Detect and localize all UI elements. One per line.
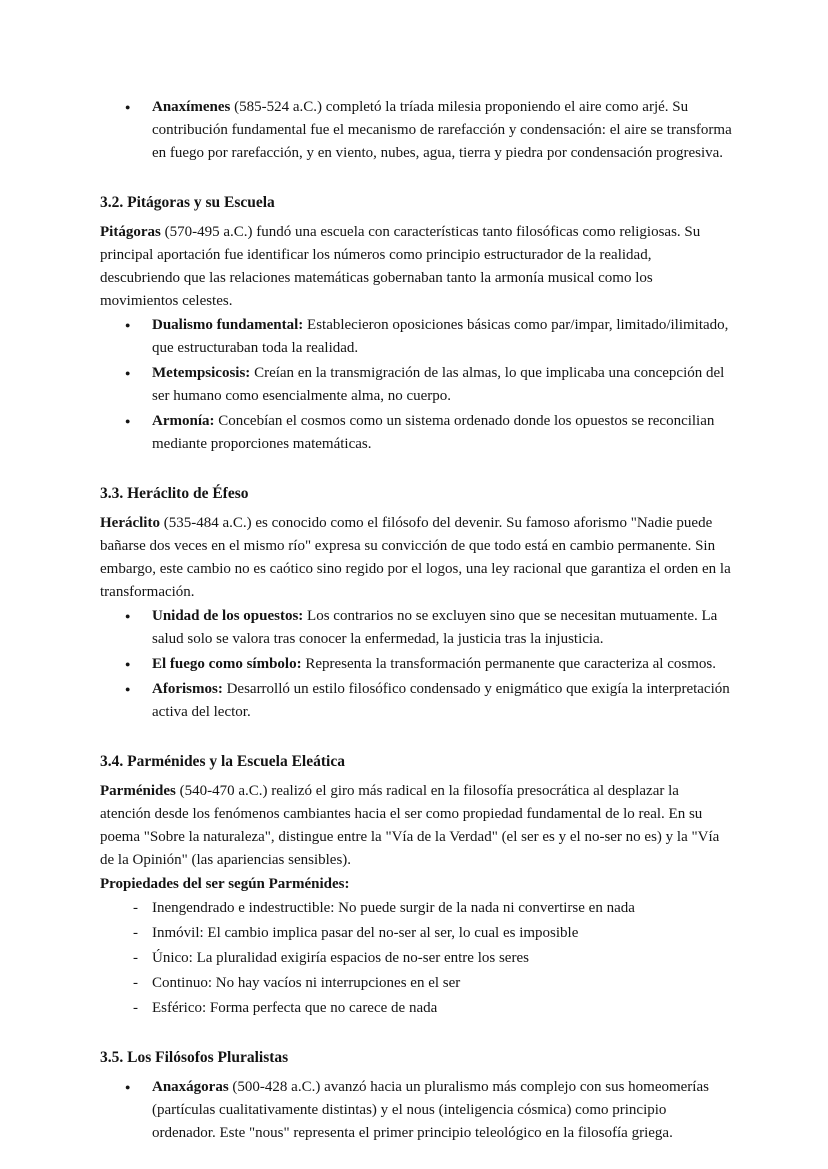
paragraph-text: (540-470 a.C.) realizó el giro más radical en la filosofía presocrática al desplazar la atención desde los fenómenos cambiantes hacia el ser como propiedad fundamental de lo real. En su poema "Sobre la naturaleza", distingue entre la "Vía de la Verdad" (el ser es y el no-ser no es) y la "Vía de la Opinión" (las apariencias sensibles). [100, 783, 720, 868]
list-item [100, 897, 732, 920]
list-item [100, 972, 732, 995]
section-heading: 3.5. Los Filósofos Pluralistas [100, 1049, 289, 1066]
list-item-text: (585-524 a.C.) completó la tríada milesia proponiendo el aire como arjé. Su contribución fundamental fue el mecanismo de rarefacción y condensación: el aire se transforma en fuego por rarefacción, y en viento, nubes, agua, tierra y piedra por condensación progresiva. [152, 99, 732, 161]
list-item-text: Único: La pluralidad exigiría espacios de no-ser entre los seres [152, 950, 529, 966]
list-item [100, 605, 732, 651]
bullet-icon: ● [125, 368, 131, 378]
section-heading: 3.3. Heráclito de Éfeso [100, 485, 249, 502]
bullet-icon: ● [125, 611, 131, 621]
list-item-text: Concebían el cosmos como un sistema ordenado donde los opuestos se reconcilian mediante proporciones matemáticas. [152, 413, 715, 452]
list-item-lead: El fuego como símbolo: [152, 656, 302, 672]
list-item-text: Inmóvil: El cambio implica pasar del no-ser al ser, lo cual es imposible [152, 925, 579, 941]
dash-icon: - [133, 950, 138, 966]
list-item-text: Los contrarios no se excluyen sino que se necesitan mutuamente. La salud solo se valora tras conocer la enfermedad, la justicia tras la injusticia. [152, 608, 718, 647]
bullet-icon: ● [125, 1082, 131, 1092]
bullet-icon: ● [125, 659, 131, 669]
list-item-text: Establecieron oposiciones básicas como par/impar, limitado/ilimitado, que estructuraban toda la realidad. [152, 317, 729, 356]
list-item-lead: Anaxímenes [152, 99, 231, 115]
list-item-text: Inengendrado e indestructible: No puede surgir de la nada ni convertirse en nada [152, 900, 635, 916]
bullet-icon: ● [125, 102, 131, 112]
list-item-text: Continuo: No hay vacíos ni interrupciones en el ser [152, 975, 461, 991]
list-item [100, 96, 732, 165]
list-item-lead: Armonía: [152, 413, 215, 429]
paragraph [100, 512, 732, 604]
dash-icon: - [133, 1000, 138, 1016]
list-item-lead: Anaxágoras [152, 1079, 229, 1095]
list-item-content [152, 413, 714, 452]
paragraph-lead: Parménides [100, 783, 176, 799]
paragraph-lead: Heráclito [100, 515, 160, 531]
list-item-lead: Dualismo fundamental: [152, 317, 304, 333]
list-item-lead: Aforismos: [152, 681, 223, 697]
list-item-content [152, 317, 728, 356]
list-item-text: Desarrolló un estilo filosófico condensado y enigmático que exigía la interpretación activa del lector. [152, 681, 730, 720]
list-item [100, 362, 732, 408]
list-item [100, 678, 732, 724]
list-item-text: Esférico: Forma perfecta que no carece de nada [152, 1000, 438, 1016]
list-item-lead: Metempsicosis: [152, 365, 251, 381]
list-item-text: Creían en la transmigración de las almas, lo que implicaba una concepción del ser humano como esencialmente alma, no cuerpo. [152, 365, 725, 404]
dash-icon: - [133, 975, 138, 991]
bullet-icon: ● [125, 684, 131, 694]
section-heading: 3.2. Pitágoras y su Escuela [100, 194, 275, 211]
dash-icon: - [133, 925, 138, 941]
list-item [100, 653, 732, 676]
list-item-text: (500-428 a.C.) avanzó hacia un pluralismo más complejo con sus homeomerías (partículas cualitativamente distintas) y el nous (inteligencia cósmica) como principio ordenador. Este "nous" representa el primer principio teleológico en la filosofía griega. [152, 1079, 709, 1141]
section-heading: 3.4. Parménides y la Escuela Eleática [100, 753, 345, 770]
list-item-content [152, 681, 730, 720]
list-item [100, 997, 732, 1020]
list-item-content [152, 1079, 709, 1141]
list-item [100, 922, 732, 945]
bold-line: Propiedades del ser según Parménides: [100, 876, 350, 892]
bullet-icon: ● [125, 416, 131, 426]
list-item-content [152, 365, 724, 404]
list-item-lead: Unidad de los opuestos: [152, 608, 304, 624]
list-item [100, 314, 732, 360]
paragraph-text: (570-495 a.C.) fundó una escuela con características tanto filosóficas como religiosas. Su principal aportación fue identificar los números como principio estructurador de la realidad, descubriendo que las relaciones matemáticas gobernaban tanto la armonía musical como los movimientos celestes. [100, 224, 701, 309]
paragraph [100, 780, 732, 872]
paragraph-text: (535-484 a.C.) es conocido como el filósofo del devenir. Su famoso aforismo "Nadie puede bañarse dos veces en el mismo río" expresa su convicción de que todo está en cambio permanente. Sin embargo, este cambio no es caótico sino regido por el logos, una ley racional que garantiza el orden en la transformación. [100, 515, 731, 600]
list-item-content [152, 608, 717, 647]
list-item [100, 1076, 732, 1145]
list-item-content [152, 99, 732, 161]
paragraph [100, 221, 732, 313]
list-item-content [152, 656, 716, 672]
bullet-icon: ● [125, 320, 131, 330]
paragraph-lead: Pitágoras [100, 224, 161, 240]
list-item [100, 410, 732, 456]
list-item-text: Representa la transformación permanente que caracteriza al cosmos. [301, 656, 716, 672]
document-content [100, 96, 732, 1145]
dash-icon: - [133, 900, 138, 916]
list-item [100, 947, 732, 970]
